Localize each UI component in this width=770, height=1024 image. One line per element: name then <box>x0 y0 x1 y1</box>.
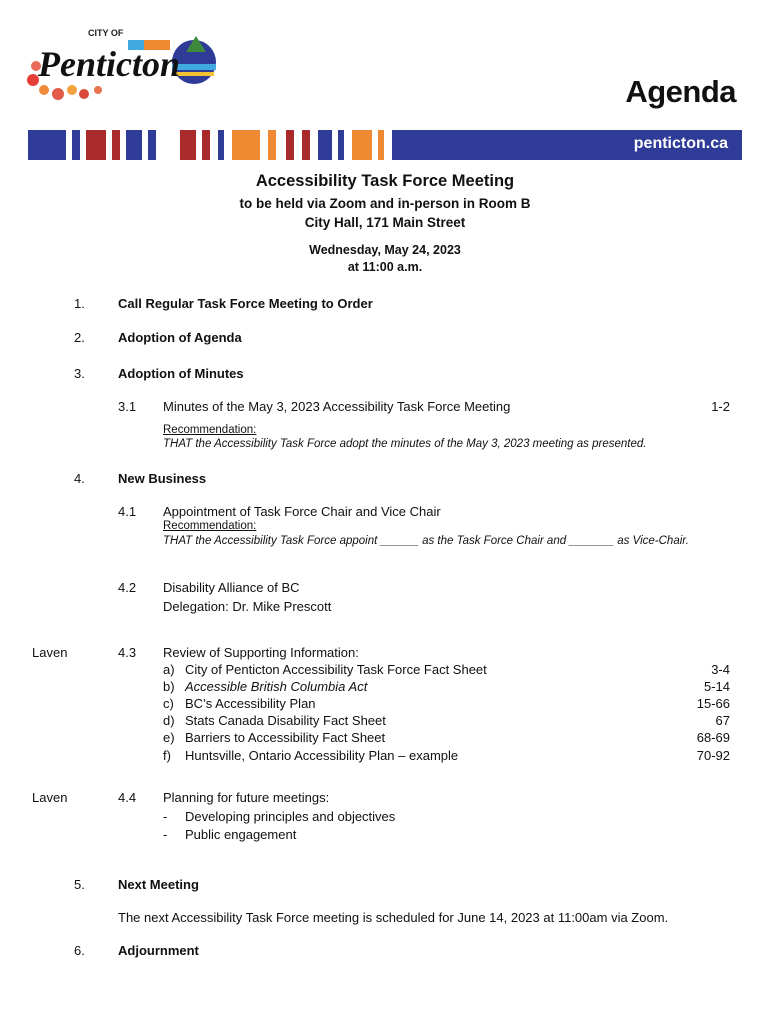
list-marker: c) <box>163 696 174 711</box>
list-item: City of Penticton Accessibility Task Force Fact Sheet <box>185 662 487 677</box>
subitem-title: Appointment of Task Force Chair and Vice Chair <box>163 504 441 519</box>
meeting-date: Wednesday, May 24, 2023 <box>309 243 461 257</box>
subitem-title: Minutes of the May 3, 2023 Accessibility Task Force Meeting <box>163 399 511 414</box>
list-marker: a) <box>163 662 175 677</box>
item-title: Call Regular Task Force Meeting to Order <box>118 296 373 311</box>
item-number: 1. <box>74 296 85 311</box>
item-number: 4. <box>74 471 85 486</box>
item-number: 5. <box>74 877 85 892</box>
item-title: Next Meeting <box>118 877 199 892</box>
svg-text:Penticton: Penticton <box>38 44 180 84</box>
item-title: New Business <box>118 471 207 486</box>
subitem-number: 4.2 <box>118 580 137 595</box>
item-title: Adoption of Agenda <box>118 330 242 345</box>
subitem-title: Planning for future meetings: <box>163 790 330 805</box>
list-marker: - <box>163 809 168 824</box>
meeting-location-line2: City Hall, 171 Main Street <box>304 215 466 230</box>
list-item: Barriers to Accessibility Fact Sheet <box>185 730 386 745</box>
list-marker: e) <box>163 730 175 745</box>
page-ref: 68-69 <box>696 730 730 745</box>
recommendation-text: THAT the Accessibility Task Force adopt the minutes of the May 3, 2023 meeting as presented. <box>163 438 647 450</box>
list-item: BC’s Accessibility Plan <box>185 696 316 711</box>
subitem-number: 4.4 <box>118 790 137 805</box>
presenter-name: Laven <box>32 790 68 805</box>
item-title: Adjournment <box>118 943 199 958</box>
city-logo <box>24 22 224 108</box>
subitem-title: Review of Supporting Information: <box>163 645 359 660</box>
page-ref: 5-14 <box>703 679 730 694</box>
website-link[interactable]: penticton.ca <box>633 135 728 152</box>
page-ref: 15-66 <box>696 696 730 711</box>
page-ref: 3-4 <box>711 662 730 677</box>
presenter-name: Laven <box>32 645 68 660</box>
page-ref: 70-92 <box>696 748 730 763</box>
next-meeting-text: The next Accessibility Task Force meeting is scheduled for June 14, 2023 at 11:00am via Zoom. <box>118 910 669 925</box>
recommendation-label: Recommendation: <box>163 520 257 532</box>
list-item: Stats Canada Disability Fact Sheet <box>185 713 386 728</box>
subitem-title: Disability Alliance of BC <box>163 580 300 595</box>
subitem-number: 4.1 <box>118 504 137 519</box>
item-number: 6. <box>74 943 85 958</box>
item-title: Adoption of Minutes <box>118 366 244 381</box>
delegation-text: Delegation: Dr. Mike Prescott <box>163 599 332 614</box>
list-item: Public engagement <box>185 827 297 842</box>
item-number: 2. <box>74 330 85 345</box>
agenda-title: Agenda <box>625 74 736 109</box>
list-marker: f) <box>163 748 171 763</box>
item-number: 3. <box>74 366 85 381</box>
list-marker: - <box>163 827 168 842</box>
meeting-time: at 11:00 a.m. <box>347 260 423 274</box>
subitem-number: 4.3 <box>118 645 137 660</box>
recommendation-label: Recommendation: <box>163 424 257 436</box>
page-ref: 1-2 <box>711 399 730 414</box>
list-marker: d) <box>163 713 175 728</box>
subitem-number: 3.1 <box>118 399 137 414</box>
meeting-title: Accessibility Task Force Meeting <box>255 172 515 190</box>
list-item: Accessible British Columbia Act <box>185 679 368 694</box>
svg-text:CITY OF: CITY OF <box>88 28 124 38</box>
page-ref: 67 <box>715 713 730 728</box>
list-item: Developing principles and objectives <box>185 809 396 824</box>
recommendation-text: THAT the Accessibility Task Force appoint ______ as the Task Force Chair and _______ as Vice-Chair. <box>163 535 689 547</box>
header-color-band <box>28 130 742 160</box>
list-item: Huntsville, Ontario Accessibility Plan – example <box>185 748 459 763</box>
meeting-location-line1: to be held via Zoom and in-person in Room B <box>239 196 531 211</box>
list-marker: b) <box>163 679 175 694</box>
